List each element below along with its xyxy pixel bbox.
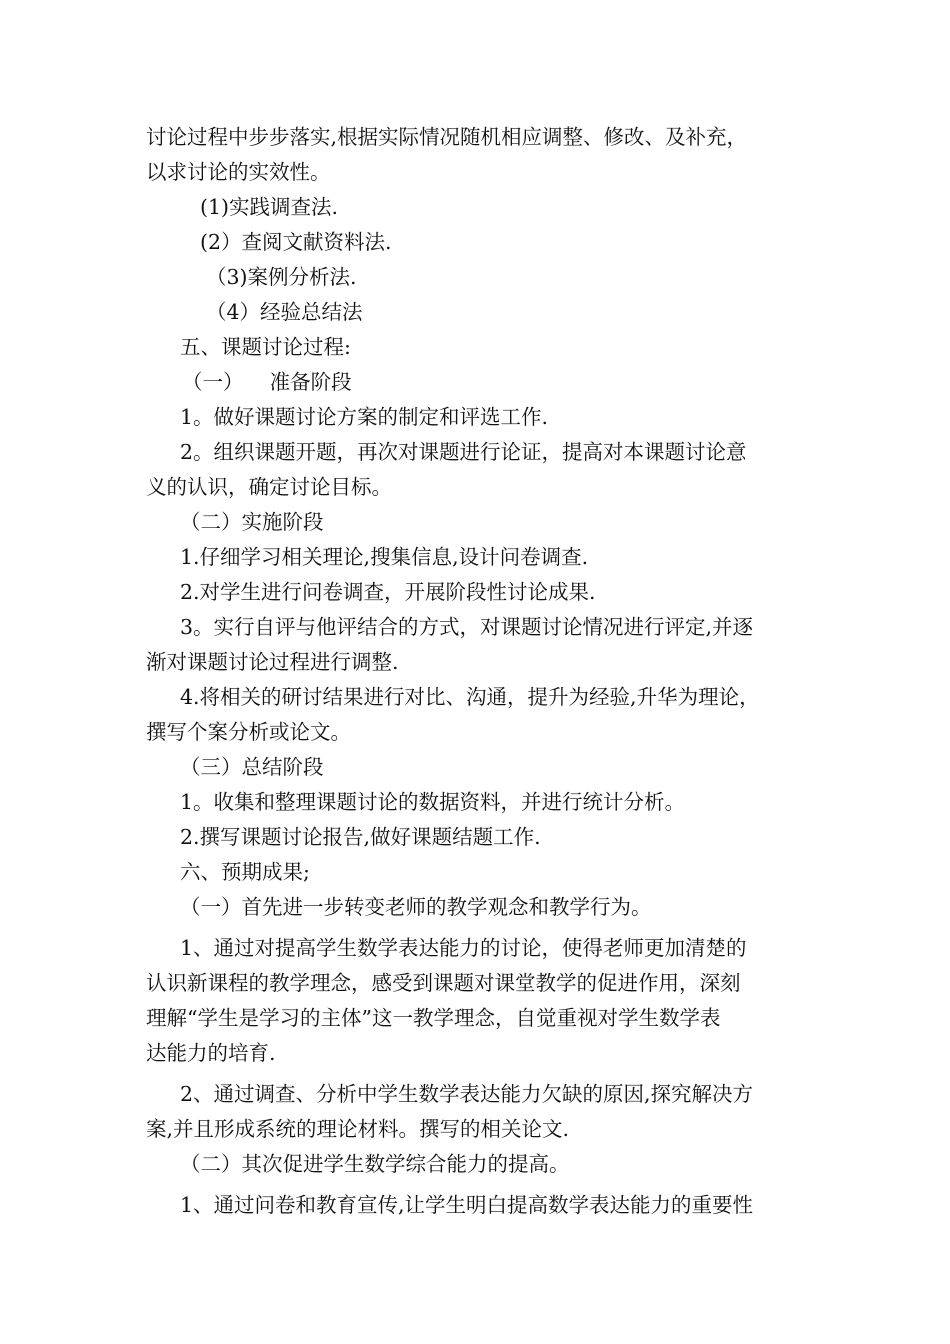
method-item-3: （3)案例分析法. bbox=[206, 265, 357, 289]
stage-heading-2: （二）实施阶段 bbox=[180, 510, 324, 534]
stage3-item-2: 2.撰写课题讨论报告,做好课题结题工作. bbox=[180, 825, 541, 849]
stage1-item-2 bbox=[146, 435, 806, 505]
stage2-item-4 bbox=[146, 680, 806, 750]
outcome2-item-1: 1、通过问卷和教育宣传,让学生明白提高数学表达能力的重要性 bbox=[180, 1193, 754, 1217]
stage1-item-1: 1。做好课题讨论方案的制定和评选工作. bbox=[180, 405, 549, 429]
outcome1-item-2 bbox=[146, 1077, 806, 1147]
method-item-2: (2）查阅文献资料法. bbox=[200, 230, 392, 254]
text-line: 3。实行自评与他评结合的方式，对课题讨论情况进行评定,并逐 bbox=[180, 615, 754, 639]
text-line: 讨论过程中步步落实,根据实际情况随机相应调整、修改、及补充， bbox=[146, 125, 748, 149]
method-item-4: （4）经验总结法 bbox=[206, 300, 363, 324]
document-body bbox=[146, 120, 806, 1223]
stage2-item-3 bbox=[146, 610, 806, 680]
text-line: 1、通过对提高学生数学表达能力的讨论，使得老师更加清楚的 bbox=[180, 936, 747, 960]
text-line: 2。组织课题开题，再次对课题进行论证，提高对本课题讨论意 bbox=[180, 440, 747, 464]
stage3-item-1: 1。收集和整理课题讨论的数据资料，并进行统计分析。 bbox=[180, 790, 686, 814]
method-item-1: (1)实践调查法. bbox=[200, 195, 339, 219]
stage-heading-1: （一） 准备阶段 bbox=[182, 370, 352, 394]
text-line: 渐对课题讨论过程进行调整. bbox=[146, 650, 399, 674]
outcome-heading-2: （二）其次促进学生数学综合能力的提高。 bbox=[180, 1152, 570, 1176]
section-heading-6: 六、预期成果; bbox=[180, 860, 310, 884]
stage2-item-1: 1.仔细学习相关理论,搜集信息,设计问卷调查. bbox=[180, 545, 589, 569]
stage-heading-3: （三）总结阶段 bbox=[180, 755, 324, 779]
text-line: 达能力的培育. bbox=[146, 1041, 276, 1065]
text-line: 2、通过调查、分析中学生数学表达能力欠缺的原因,探究解决方 bbox=[180, 1082, 754, 1106]
text-line: 认识新课程的教学理念，感受到课题对课堂教学的促进作用，深刻 bbox=[146, 971, 741, 995]
text-line: 4.将相关的研讨结果进行对比、沟通，提升为经验,升华为理论， bbox=[180, 685, 760, 709]
text-line: 案,并且形成系统的理论材料。撰写的相关论文. bbox=[146, 1117, 570, 1141]
outcome-heading-1: （一）首先进一步转变老师的教学观念和教学行为。 bbox=[180, 895, 652, 919]
text-line: 撰写个案分析或论文。 bbox=[146, 720, 351, 744]
paragraph-methods-intro bbox=[146, 120, 806, 190]
text-line: 理解“学生是学习的主体”这一教学理念，自觉重视对学生数学表 bbox=[146, 1006, 721, 1030]
outcome1-item-1 bbox=[146, 931, 806, 1071]
stage2-item-2: 2.对学生进行问卷调查，开展阶段性讨论成果. bbox=[180, 580, 596, 604]
text-line: 以求讨论的实效性。 bbox=[146, 160, 331, 184]
section-heading-5: 五、课题讨论过程: bbox=[180, 335, 351, 359]
text-line: 义的认识，确定讨论目标。 bbox=[146, 475, 392, 499]
